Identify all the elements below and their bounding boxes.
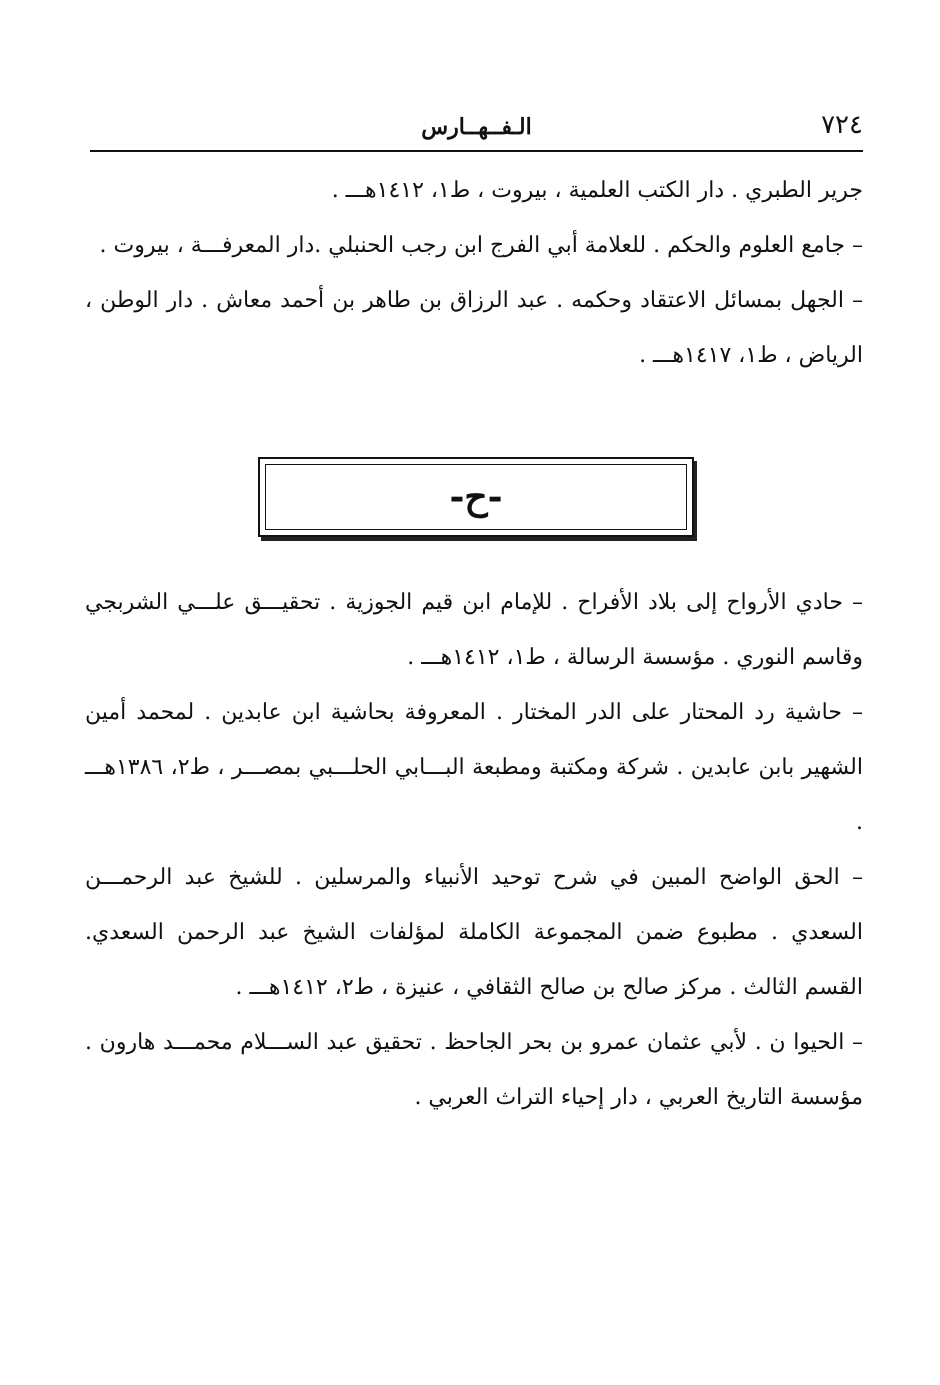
page-header [90, 108, 863, 148]
header-divider [90, 150, 863, 152]
entries-block-haa [85, 575, 863, 1125]
bibliography-entry: – جامع العلوم والحكم . للعلامة أبي الفرج ابن رجب الحنبلي .دار المعرفـــة ، بيروت . [99, 233, 863, 258]
bibliography-entry: – الجهل بمسائل الاعتقاد وحكمه . عبد الرزاق بن طاهر بن أحمد معاش . دار الوطن ، الرياض ، ط١، ١٤١٧هـــ . [85, 288, 863, 368]
bibliography-entry: جرير الطبري . دار الكتب العلمية ، بيروت ، ط١، ١٤١٢هـــ . [331, 178, 863, 203]
section-heading-inner-frame [265, 464, 687, 530]
bibliography-entry: – الحق الواضح المبين في شرح توحيد الأنبياء والمرسلين . للشيخ عبد الرحمـــن السعدي . مطبوع ضمن المجموعة الكاملة لمؤلفات الشيخ عبد الرحمن السعدي. القسم الثالث . مركز صالح بن صالح الثقافي ، عنيزة ، ط٢، ١٤١٢هـــ . [85, 865, 863, 1000]
running-title: الـفــهــارس [421, 114, 532, 140]
section-heading-box [258, 457, 694, 537]
entries-block-kha [85, 163, 863, 383]
section-letter: -ح- [449, 476, 503, 518]
bibliography-entry: – حادي الأرواح إلى بلاد الأفراح . للإمام ابن قيم الجوزية . تحقيـــق علـــي الشربجي وقاسم النوري . مؤسسة الرسالة ، ط١، ١٤١٢هـــ . [85, 590, 863, 670]
page-number: ٧٢٤ [821, 110, 863, 140]
bibliography-entry: – الحيوا ن . لأبي عثمان عمرو بن بحر الجاحظ . تحقيق عبد الســـلام محمـــد هارون . مؤسسة التاريخ العربي ، دار إحياء التراث العربي . [85, 1030, 863, 1110]
bibliography-entry: – حاشية رد المحتار على الدر المختار . المعروفة بحاشية ابن عابدين . لمحمد أمين الشهير بابن عابدين . شركة ومكتبة ومطبعة البـــابي الحلـــبي بمصـــر ، ط٢، ١٣٨٦هـــ . [85, 700, 863, 835]
